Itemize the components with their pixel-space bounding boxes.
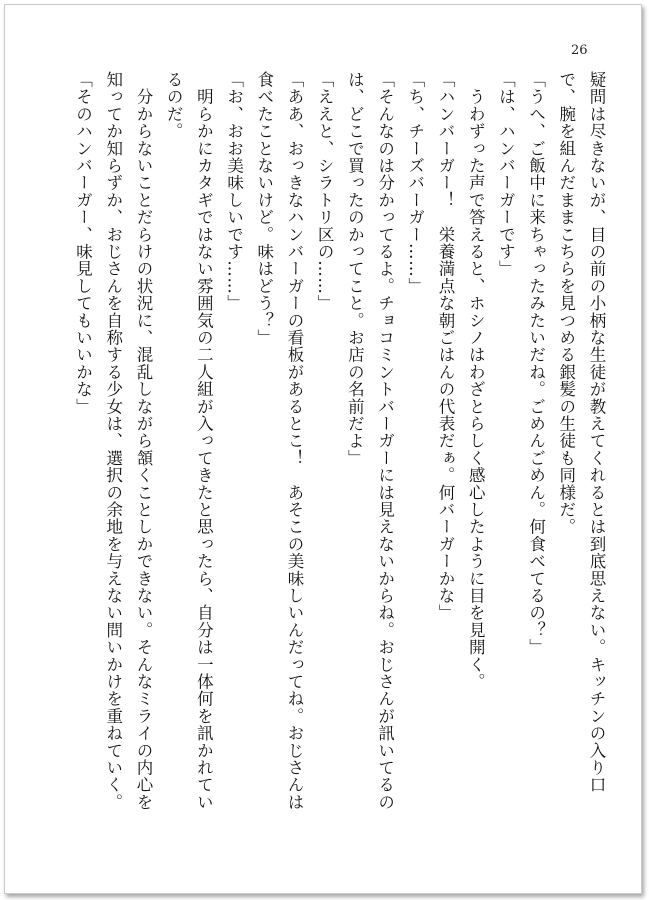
text-line: 「ハンバーガー！ 栄養満点な朝ごはんの代表だぁ。何バーガーかな」 <box>435 71 455 622</box>
text-line: 「お、おお美味しいです……」 <box>224 71 244 312</box>
text-line: 食べたことないけど。味はどう？」 <box>254 71 274 347</box>
text-line: 「は、ハンバーガーです」 <box>496 71 516 278</box>
text-line: 「ち、チーズバーガー……」 <box>405 71 425 295</box>
text-line: 明らかにカタギではない雰囲気の二人組が入ってきたと思ったら、自分は一体何を訊かれてい <box>194 71 214 811</box>
page-number: 26 <box>571 43 588 58</box>
text-line: 「ええと、シラトリ区の……」 <box>315 71 335 312</box>
text-line: 「うへ、ご飯中に来ちゃったみたいだね。ごめんごめん。何食べてるの？」 <box>526 71 546 656</box>
text-line: 「そのハンバーガー、味見してもいいかな」 <box>73 71 93 415</box>
text-line: で、腕を組んだままこちらを見つめる銀髪の生徒も同様だ。 <box>556 71 576 536</box>
text-line: 疑問は尽きないが、目の前の小柄な生徒が教えてくれるとは到底思えない。キッチンの入り口 <box>587 71 606 794</box>
text-line: るのだ。 <box>164 71 184 140</box>
text-line: 知ってか知らずか、おじさんを自称する少女は、選択の余地を与えない問いかけを重ねていく。 <box>103 71 123 811</box>
text-line: 「そんなのは分かってるよ。チョコミントバーガーには見えないからね。おじさんが訊いてるの <box>375 71 395 811</box>
text-line: 分からないことだらけの状況に、混乱しながら頷くことしかできない。そんなミライの内心を <box>133 71 153 811</box>
vertical-text-body <box>73 71 611 861</box>
text-line: うわずった声で答えると、ホシノはわざとらしく感心したように目を見開く。 <box>466 71 486 691</box>
book-page <box>4 4 642 894</box>
text-line: 「ああ、おっきなハンバーガーの看板があるとこ！ あそこの美味しいんだってね。おじさんは <box>284 71 304 811</box>
text-line: は、どこで買ったのかってこと。お店の名前だよ」 <box>345 71 365 467</box>
